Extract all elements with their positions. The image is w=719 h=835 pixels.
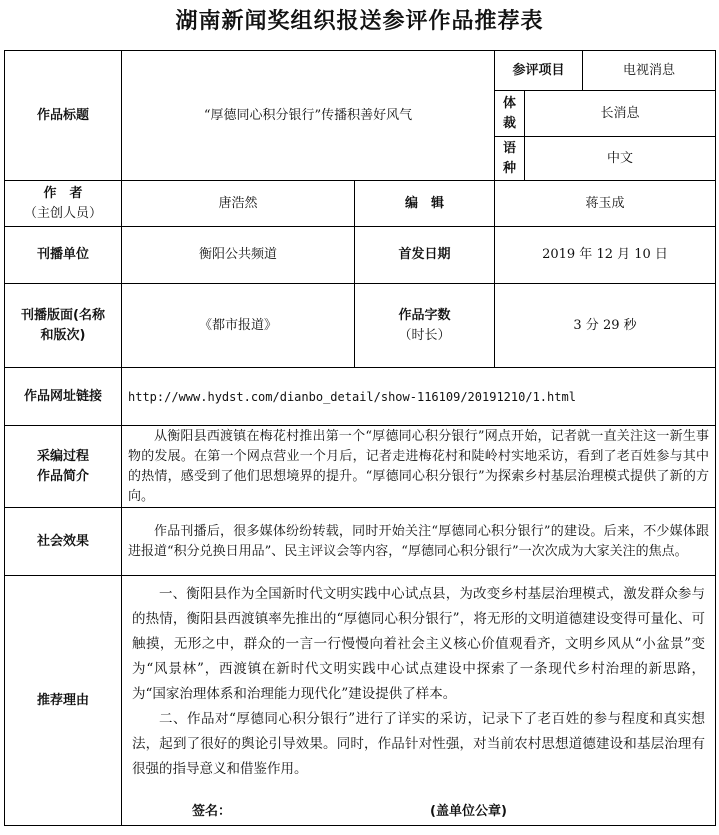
first-publish-date-label: 首发日期 [355, 227, 495, 284]
work-url[interactable]: http://www.hydst.com/dianbo_detail/show-116109/20191210/1.html [122, 368, 716, 426]
length-label [355, 284, 495, 368]
reason-row [5, 576, 716, 826]
publisher-row [5, 227, 716, 284]
language-label [495, 137, 525, 181]
genre-label-line-1: 体 [503, 95, 517, 111]
category-value: 电视消息 [583, 51, 716, 91]
edition-label-line-2: 和版次) [40, 327, 86, 343]
language-value: 中文 [525, 137, 716, 181]
effect-row [5, 508, 716, 576]
work-title-label: 作品标题 [5, 51, 122, 181]
edition-label-line-1: 刊播版面(名称 [21, 307, 105, 323]
seal-label: (盖单位公章) [430, 804, 507, 819]
genre-value: 长消息 [525, 91, 716, 137]
author-label-line-2: （主创人员） [23, 205, 102, 221]
intro-label-line-2: 作品简介 [36, 468, 89, 484]
work-title-value: “厚德同心积分银行”传播积善好风气 [122, 51, 495, 181]
publisher-value: 衡阳公共频道 [122, 227, 355, 284]
editor-label: 编 辑 [355, 181, 495, 227]
length-value: 3 分 29 秒 [495, 284, 716, 368]
edition-value: 《都市报道》 [122, 284, 355, 368]
signature-line [192, 801, 685, 823]
edition-row [5, 284, 716, 368]
document-title: 湖南新闻奖组织报送参评作品推荐表 [175, 9, 544, 34]
author-label-line-1: 作 者 [43, 185, 83, 201]
signature-label: 签名： [192, 804, 232, 819]
editor-value: 蒋玉成 [495, 181, 716, 227]
reason-label: 推荐理由 [5, 576, 122, 826]
url-row [5, 368, 716, 426]
intro-label [5, 426, 122, 508]
effect-text: 作品刊播后，很多媒体纷纷转载，同时开始关注“厚德同心积分银行”的建设。后来，不少媒体跟进报道“积分兑换日用品”、民主评议会等内容，“厚德同心积分银行”一次次成为大家关注的焦点。 [128, 523, 710, 559]
reason-paragraph-1: 一、衡阳县作为全国新时代文明实践中心试点县，为改变乡村基层治理模式，激发群众参与的热情，衡阳县西渡镇率先推出的“厚德同心积分银行”，将无形的文明道德建设变得可量化、可触摸，无形之中，群众的一言一行慢慢向着社会主义核心价值观看齐，文明乡风从“小盆景”变为“风景林”，西渡镇在新时代文明实践中心试点建设中探索了一条现代乡村治理的新思路，为“国家治理体系和治理能力现代化”建设提供了样本。 [132, 586, 706, 702]
genre-label [495, 91, 525, 137]
effect-label: 社会效果 [5, 508, 122, 576]
intro-text-cell [122, 426, 716, 508]
intro-label-line-1: 采编过程 [36, 448, 89, 464]
language-label-line-2: 种 [503, 160, 517, 176]
effect-text-cell [122, 508, 716, 576]
category-label: 参评项目 [495, 51, 583, 91]
genre-label-line-2: 裁 [503, 115, 517, 131]
language-label-line-1: 语 [503, 140, 517, 156]
reason-text-cell [122, 576, 716, 826]
work-title-row [5, 51, 716, 91]
publisher-label: 刊播单位 [5, 227, 122, 284]
reason-paragraph-2: 二、作品对“厚德同心积分银行”进行了详实的采访，记录下了老百姓的参与程度和真实想法，起到了很好的舆论引导效果。同时，作品针对性强，对当前农村思想道德建设和基层治理有很强的指导意义和借鉴作用。 [132, 711, 706, 777]
length-label-line-1: 作品字数 [398, 307, 451, 323]
first-publish-date-value: 2019 年 12 月 10 日 [495, 227, 716, 284]
recommendation-form [4, 50, 716, 826]
intro-row [5, 426, 716, 508]
url-label: 作品网址链接 [5, 368, 122, 426]
author-value: 唐浩然 [122, 181, 355, 227]
intro-text: 从衡阳县西渡镇在梅花村推出第一个“厚德同心积分银行”网点开始，记者就一直关注这一新生事物的发展。在第一个网点营业一个月后，记者走进梅花村和陡岭村实地采访，看到了老百姓参与其中的热情，感受到了他们思想境界的提升。“厚德同心积分银行”为探索乡村基层治理模式提供了新的方向。 [128, 428, 710, 504]
length-label-line-2: （时长） [398, 327, 451, 343]
author-label [5, 181, 122, 227]
edition-label [5, 284, 122, 368]
author-row [5, 181, 716, 227]
